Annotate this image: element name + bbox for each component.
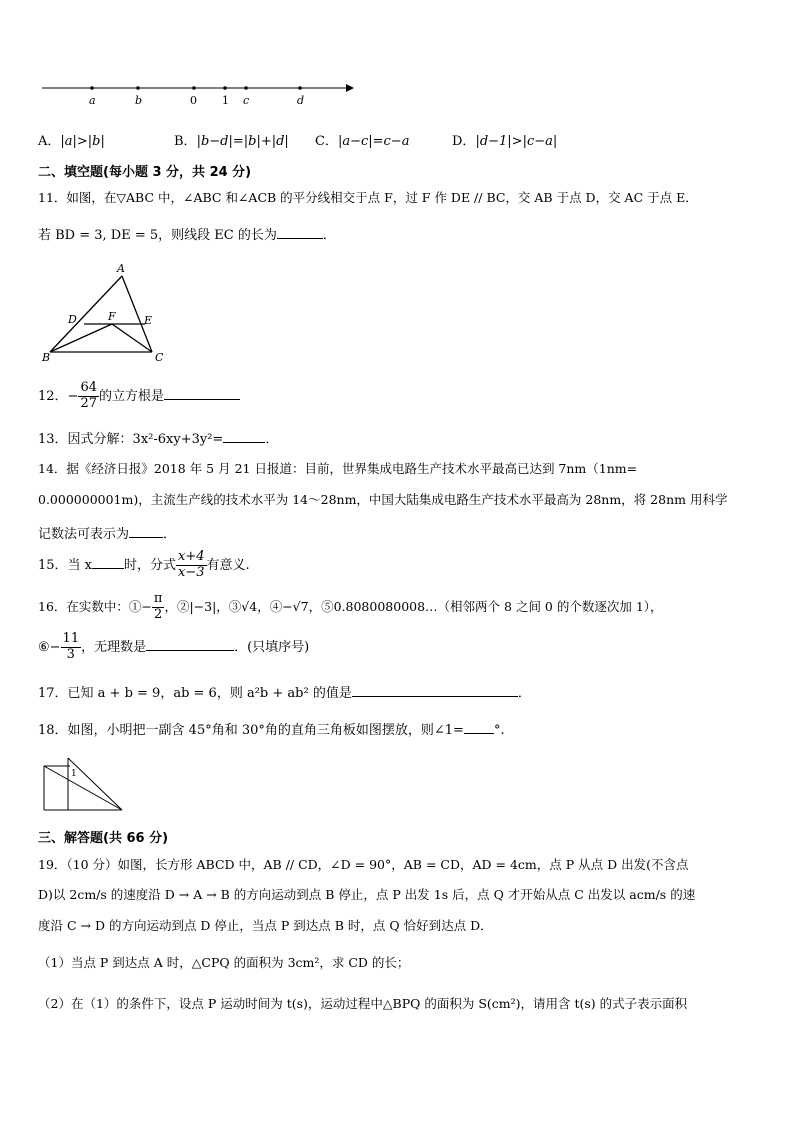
q14-line3-end: ． — [163, 527, 177, 542]
q18-triangles-figure — [40, 756, 130, 814]
q15-suffix: 有意义. — [206, 557, 250, 573]
q19-part1: （1）当点 P 到达点 A 时，△CPQ 的面积为 3cm²，求 CD 的长； — [38, 955, 410, 970]
q18-text: 18．如图，小明把一副含 45°角和 30°角的直角三角板如图摆放，则∠1= — [38, 723, 464, 738]
q13-answer-blank[interactable] — [223, 429, 265, 443]
q17-end: ． — [517, 686, 531, 701]
label-d: d — [297, 94, 305, 107]
q12-prefix: 12．− — [38, 388, 79, 404]
label-1: 1 — [222, 94, 229, 107]
q15-mid: 时，分式 — [124, 557, 177, 573]
q16-answer-blank[interactable] — [146, 637, 234, 651]
q15 — [38, 550, 250, 581]
q17-text: 17．已知 a + b = 9，ab = 6，则 a²b + ab² 的值是 — [38, 686, 352, 701]
q16-line2 — [38, 632, 309, 663]
point-a — [90, 86, 94, 90]
q16-fraction — [61, 632, 82, 663]
q12-answer-blank[interactable] — [164, 386, 240, 400]
q15-prefix: 15．当 x — [38, 557, 93, 573]
q11-answer-blank[interactable] — [277, 225, 323, 239]
q14-line3 — [38, 523, 176, 542]
q15-fraction — [176, 550, 207, 581]
label-b: b — [135, 94, 143, 107]
point-c — [244, 86, 248, 90]
fig-label-D: D — [68, 313, 77, 326]
q16-num: 11 — [62, 631, 80, 646]
q17-answer-blank[interactable] — [352, 683, 518, 697]
q11-line1: 11．如图，在▽ABC 中，∠ABC 和∠ACB 的平分线相交于点 F，过 F 作 DE // BC，交 AB 于点 D，交 AC 于点 E． — [38, 190, 698, 205]
q15-num: x+4 — [178, 549, 205, 564]
q10-option-a — [38, 130, 105, 149]
number-line-arrow — [346, 84, 354, 92]
q16-part2: ，②|−3|，③√4，④−√7，⑤0.8080080008…（相邻两个 8 之间 0 的个数逐次加 1）， — [164, 598, 663, 614]
segment-BF — [50, 324, 112, 352]
fig-label-A: A — [117, 262, 125, 275]
point-1 — [223, 86, 227, 90]
q19-line2: D)以 2cm/s 的速度沿 D → A → B 的方向运动到点 B 停止，点 P 出发 1s 后，点 Q 才开始从点 C 出发以 acm/s 的速 — [38, 887, 696, 902]
q12-fraction — [78, 381, 99, 412]
q11-line2 — [38, 224, 336, 243]
q12-den: 27 — [80, 395, 97, 411]
q18-end: °. — [493, 723, 505, 738]
section-2-title: 二、填空题(每小题 3 分，共 24 分) — [38, 165, 252, 180]
q16-pi-num: π — [153, 591, 163, 606]
q13-end: ． — [265, 432, 279, 447]
point-d — [298, 86, 302, 90]
fig-label-E: E — [144, 314, 153, 327]
q12-suffix: 的立方根是 — [98, 388, 164, 404]
option-a-letter: A． — [38, 134, 61, 149]
q19-part2: （2）在（1）的条件下，设点 P 运动时间为 t(s)，运动过程中△BPQ 的面积为 S(cm²)，请用含 t(s) 的式子表示面积 — [38, 996, 688, 1011]
q12-num: 64 — [80, 380, 97, 395]
q18-answer-blank[interactable] — [464, 720, 494, 734]
q14-line2: 0.000000001m)，主流生产线的技术水平为 14～28nm，中国大陆集成电路生产技术水平最高为 28nm，将 28nm 用科学 — [38, 492, 728, 507]
label-c: c — [243, 94, 250, 107]
q16-den: 3 — [66, 646, 75, 662]
q16-pi-fraction — [152, 592, 165, 623]
option-b-letter: B． — [174, 134, 197, 149]
option-d-expr: |d−1|>|c−a| — [475, 134, 558, 149]
q16-line1 — [38, 592, 663, 623]
q14-line1: 14．据《经济日报》2018 年 5 月 21 日报道：目前，世界集成电路生产技术水平最高已达到 7nm（1nm= — [38, 461, 638, 476]
q10-option-c — [315, 130, 409, 149]
q19-line1: 19．（10 分）如图，长方形 ABCD 中，AB // CD，∠D = 90°，AB = CD，AD = 4cm，点 P 从点 D 出发(不含点 — [38, 857, 689, 872]
fig-label-B: B — [42, 351, 51, 364]
point-b — [136, 86, 140, 90]
q11-triangle-figure — [38, 260, 178, 368]
q16-line2-mid: ，无理数是 — [81, 639, 147, 655]
option-a-expr: |a|>|b| — [60, 134, 105, 149]
number-line-figure — [36, 78, 356, 110]
q15-den: x−3 — [178, 564, 205, 580]
q14-answer-blank[interactable] — [129, 524, 163, 538]
option-c-letter: C． — [315, 134, 338, 149]
q16-line2-prefix: ⑥− — [38, 639, 61, 655]
q13 — [38, 428, 278, 447]
q15-answer-blank[interactable] — [92, 555, 124, 569]
q11-line2-end: ． — [322, 228, 336, 243]
q18 — [38, 719, 505, 738]
q17 — [38, 682, 531, 701]
option-b-expr: |b−d|=|b|+|d| — [196, 134, 289, 149]
q12 — [38, 381, 240, 412]
q10-option-b — [174, 130, 289, 149]
q16-pi-den: 2 — [154, 606, 163, 622]
option-d-letter: D． — [452, 134, 476, 149]
q14-line3-text: 记数法可表示为 — [38, 527, 130, 542]
q19-line3: 度沿 C → D 的方向运动到点 D 停止，当点 P 到达点 B 时，点 Q 恰好到达点 D． — [38, 918, 493, 933]
fig-label-F: F — [108, 310, 116, 323]
q13-text: 13．因式分解：3x²-6xy+3y²= — [38, 432, 224, 447]
point-0 — [192, 86, 196, 90]
angle-1-label: 1 — [71, 769, 77, 779]
option-c-expr: |a−c|=c−a — [337, 134, 410, 149]
q16-line2-end: ．(只填序号) — [234, 639, 310, 655]
label-a: a — [89, 94, 96, 107]
fig-label-C: C — [155, 351, 164, 364]
q16-prefix: 16．在实数中：①− — [38, 598, 152, 614]
label-0: 0 — [190, 94, 197, 107]
section-3-title: 三、解答题(共 66 分) — [38, 831, 169, 846]
q10-option-d — [452, 130, 557, 149]
q11-line2-text: 若 BD = 3, DE = 5，则线段 EC 的长为 — [38, 228, 277, 243]
